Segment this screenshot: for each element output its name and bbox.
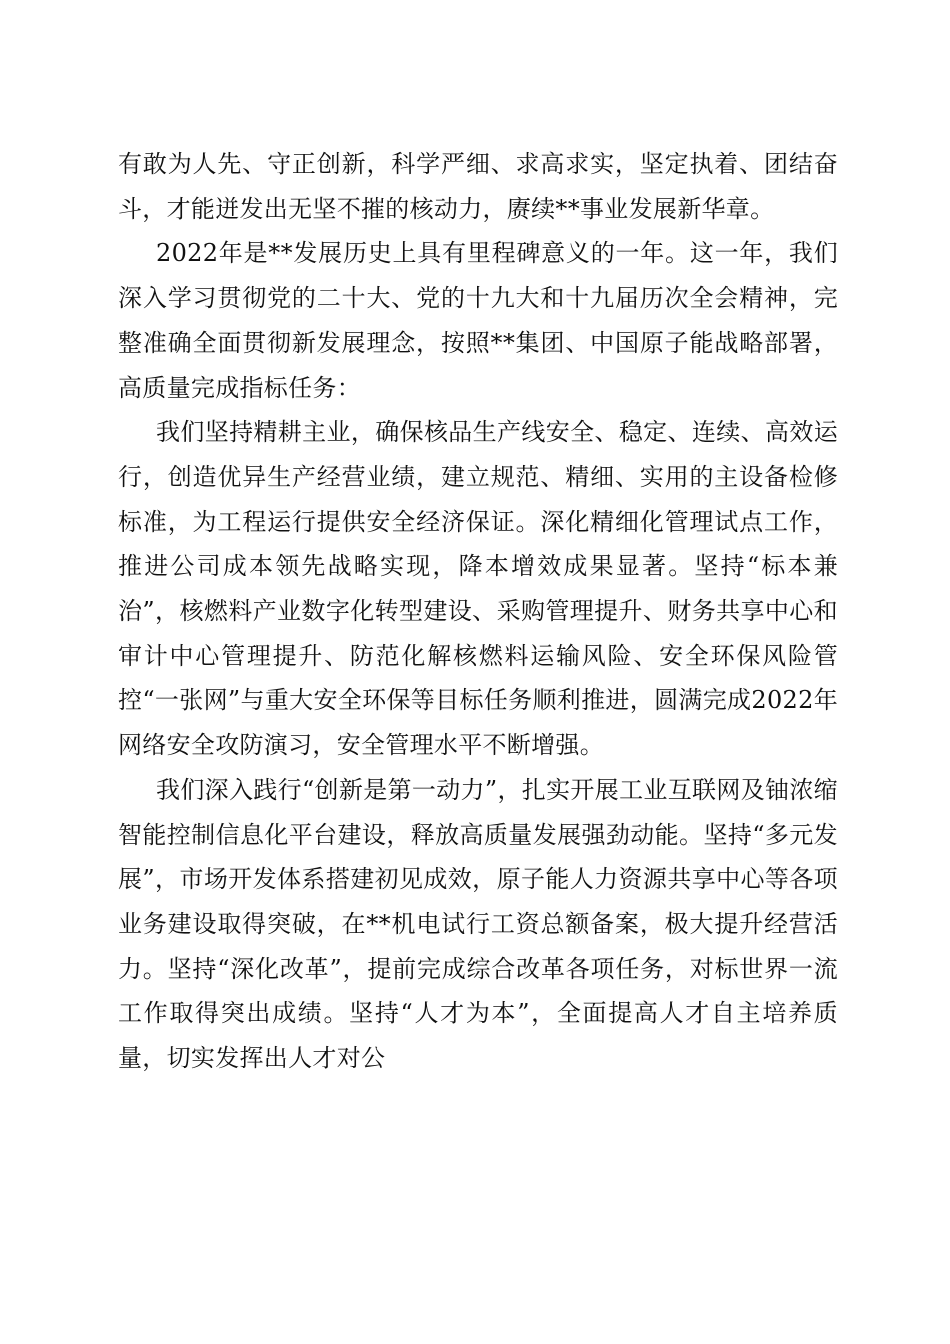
paragraph-4: 我们深入践行“创新是第一动力”，扎实开展工业互联网及铀浓缩智能控制信息化平台建设，释放高质量发展强劲动能。坚持“多元发展”，市场开发体系搭建初见成效，原子能人力资源共享中心等各项业务建设取得突破，在**机电试行工资总额备案，极大提升经营活力。坚持“深化改革”，提前完成综合改革各项任务，对标世界一流工作取得突出成绩。坚持“人才为本”，全面提高人才自主培养质量，切实发挥出人才对公 [118, 775, 838, 1073]
paragraph-3: 我们坚持精耕主业，确保核品生产线安全、稳定、连续、高效运行，创造优异生产经营业绩，建立规范、精细、实用的主设备检修标准，为工程运行提供安全经济保证。深化精细化管理试点工作，推进公司成本领先战略实现，降本增效成果显著。坚持“标本兼治”，核燃料产业数字化转型建设、采购管理提升、财务共享中心和审计中心管理提升、防范化解核燃料运输风险、安全环保风险管控“一张网”与重大安全环保等目标任务顺利推进，圆满完成2022年网络安全攻防演习，安全管理水平不断增强。 [118, 418, 838, 760]
body-text [118, 142, 838, 1081]
paragraph-2: 2022年是**发展历史上具有里程碑意义的一年。这一年，我们深入学习贯彻党的二十大、党的十九大和十九届历次全会精神，完整准确全面贯彻新发展理念，按照**集团、中国原子能战略部署，高质量完成指标任务： [118, 239, 838, 402]
paragraph-1: 有敢为人先、守正创新，科学严细、求高求实，坚定执着、团结奋斗，才能迸发出无坚不摧的核动力，赓续**事业发展新华章。 [118, 150, 838, 223]
